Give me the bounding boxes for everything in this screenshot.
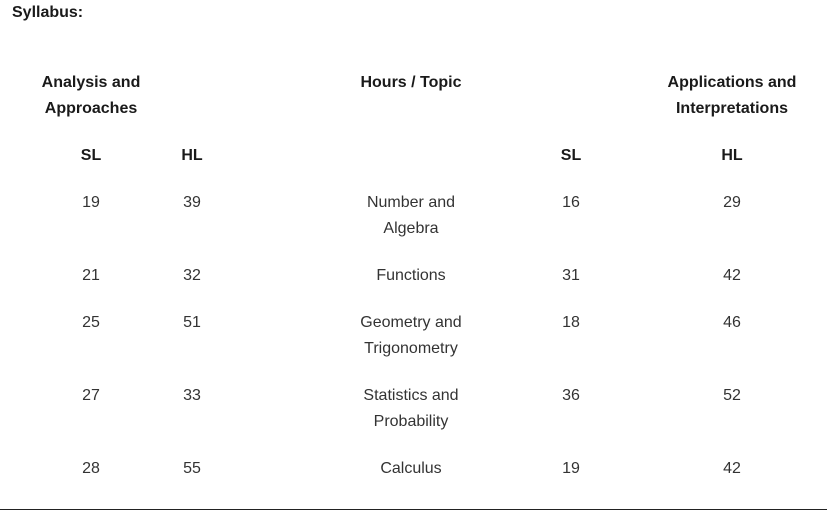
ai-sl-hours: 16: [562, 194, 580, 211]
ai-hl-hours: 29: [723, 194, 741, 211]
header-hours-topic: Hours / Topic: [360, 74, 462, 91]
header-ai-sl: SL: [560, 147, 582, 164]
ai-sl-hours: 18: [562, 314, 580, 331]
ai-hl-hours: 42: [723, 267, 741, 284]
aa-hl-hours: 39: [183, 194, 201, 211]
aa-hl-hours: 33: [183, 387, 201, 404]
ai-sl-hours: 31: [562, 267, 580, 284]
topic-name: Number and Algebra: [366, 194, 456, 237]
ai-hl-hours: 46: [723, 314, 741, 331]
topic-name: Calculus: [380, 460, 442, 477]
aa-hl-hours: 55: [183, 460, 201, 477]
ai-sl-hours: 36: [562, 387, 580, 404]
header-aa-sl: SL: [80, 147, 102, 164]
topic-name: Statistics and Probability: [363, 387, 459, 430]
aa-sl-hours: 27: [82, 387, 100, 404]
ai-sl-hours: 19: [562, 460, 580, 477]
topic-name: Geometry and Trigonometry: [360, 314, 462, 357]
syllabus-heading: Syllabus:: [12, 4, 84, 21]
aa-hl-hours: 32: [183, 267, 201, 284]
topic-name: Functions: [376, 267, 446, 284]
header-analysis-approaches: Analysis and Approaches: [41, 74, 141, 117]
aa-sl-hours: 19: [82, 194, 100, 211]
aa-sl-hours: 21: [82, 267, 100, 284]
aa-sl-hours: 28: [82, 460, 100, 477]
ai-hl-hours: 42: [723, 460, 741, 477]
header-applications-interpretations: Applications and Interpretations: [667, 74, 797, 117]
ai-hl-hours: 52: [723, 387, 741, 404]
aa-hl-hours: 51: [183, 314, 201, 331]
header-ai-hl: HL: [721, 147, 743, 164]
aa-sl-hours: 25: [82, 314, 100, 331]
header-aa-hl: HL: [181, 147, 203, 164]
bottom-divider: [0, 509, 827, 510]
